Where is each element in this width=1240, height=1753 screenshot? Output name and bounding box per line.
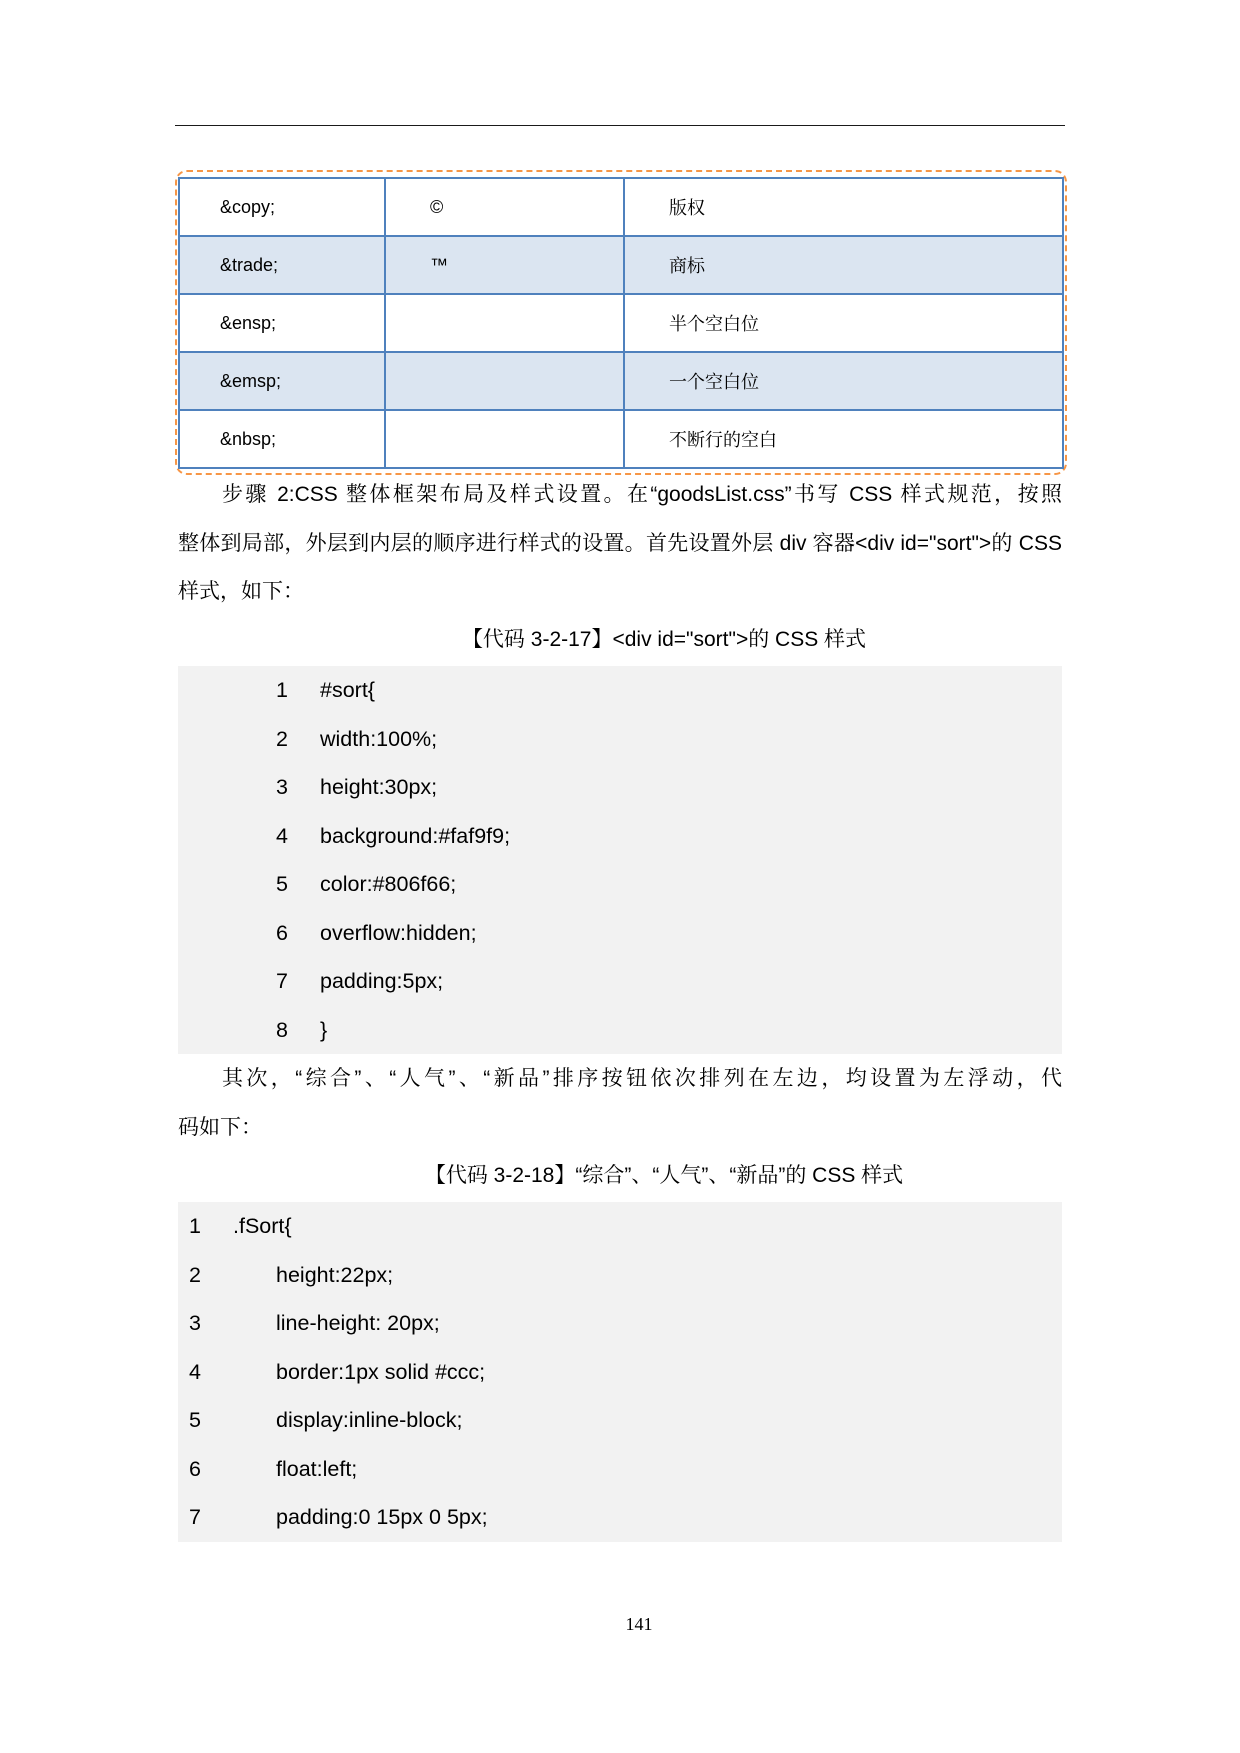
entity-table: [178, 177, 1064, 469]
code-caption: 【代码 3-2-18】“综合”、“人气”、“新品”的 CSS 样式: [424, 1164, 904, 1187]
entity-description-cell: 商标: [624, 236, 1063, 294]
line-number: 5: [189, 1408, 201, 1432]
paragraph-line: 码如下：: [178, 1116, 262, 1139]
code-line: [178, 666, 1062, 715]
paragraph-line: 其次，“综合”、“人气”、“新品”排序按钮依次排列在左边，均设置为左浮动，代: [222, 1067, 1062, 1090]
entity-symbol-cell: [385, 410, 624, 468]
code-line: [178, 1445, 1062, 1494]
code-text: border:1px solid #ccc;: [276, 1359, 486, 1384]
line-number: 4: [276, 823, 288, 848]
code-text: padding:0 15px 0 5px;: [276, 1505, 488, 1529]
line-number: 8: [276, 1017, 288, 1042]
line-number: 7: [189, 1505, 201, 1529]
entity-symbol-cell: [385, 352, 624, 410]
code-text: .fSort{: [233, 1214, 292, 1238]
line-number: 7: [276, 969, 288, 993]
line-number: 4: [189, 1359, 201, 1384]
table-row: [179, 410, 1063, 468]
code-line: [178, 812, 1062, 861]
code-line: [178, 1396, 1062, 1445]
code-line: [178, 1251, 1062, 1300]
code-text: color:#806f66;: [320, 872, 457, 896]
line-number: 3: [189, 1311, 201, 1335]
code-text: line-height: 20px;: [276, 1311, 440, 1335]
code-text: height:30px;: [320, 775, 438, 799]
code-text: background:#faf9f9;: [320, 823, 511, 848]
code-text: height:22px;: [276, 1262, 394, 1287]
line-number: 1: [189, 1214, 201, 1238]
entity-description-cell: 一个空白位: [624, 352, 1063, 410]
code-text: display:inline-block;: [276, 1408, 463, 1432]
table-row: [179, 294, 1063, 352]
paragraph-line: 步骤 2:CSS 整体框架布局及样式设置。在“goodsList.css”书写 CSS 样式规范，按照: [222, 483, 1062, 506]
entity-code-cell: &copy;: [179, 178, 385, 236]
code-line: [178, 957, 1062, 1006]
code-text: width:100%;: [320, 726, 438, 751]
entity-symbol-cell: ™: [385, 236, 624, 294]
line-number: 1: [276, 678, 288, 702]
entity-symbol-cell: [385, 294, 624, 352]
code-text: overflow:hidden;: [320, 920, 477, 945]
code-line: [178, 1006, 1062, 1055]
code-text: float:left;: [276, 1456, 358, 1481]
line-number: 2: [276, 726, 288, 751]
entity-description-cell: 不断行的空白: [624, 410, 1063, 468]
table-row: [179, 178, 1063, 236]
code-line: [178, 860, 1062, 909]
paragraph-line: 整体到局部，外层到内层的顺序进行样式的设置。首先设置外层 div 容器<div id="sort">的 CSS: [178, 532, 1062, 555]
code-line: [178, 1202, 1062, 1251]
header-rule: [175, 125, 1065, 126]
code-text: padding:5px;: [320, 969, 444, 993]
code-line: [178, 1493, 1062, 1542]
code-line: [178, 1348, 1062, 1397]
code-block: [178, 666, 1062, 1054]
entity-code-cell: &nbsp;: [179, 410, 385, 468]
code-line: [178, 909, 1062, 958]
entity-code-cell: &emsp;: [179, 352, 385, 410]
table-row: [179, 236, 1063, 294]
paragraph-line: 样式，如下：: [178, 580, 304, 603]
table-row: [179, 352, 1063, 410]
code-caption: 【代码 3-2-17】<div id="sort">的 CSS 样式: [461, 628, 867, 651]
entity-code-cell: &ensp;: [179, 294, 385, 352]
code-line: [178, 715, 1062, 764]
line-number: 6: [189, 1456, 201, 1481]
page-number: 141: [625, 1614, 653, 1634]
line-number: 3: [276, 775, 288, 799]
code-line: [178, 763, 1062, 812]
code-text: #sort{: [320, 678, 375, 702]
line-number: 6: [276, 920, 288, 945]
line-number: 2: [189, 1262, 201, 1287]
entity-symbol-cell: ©: [385, 178, 624, 236]
code-block: [178, 1202, 1062, 1542]
code-line: [178, 1299, 1062, 1348]
line-number: 5: [276, 872, 288, 896]
entity-code-cell: &trade;: [179, 236, 385, 294]
code-text: }: [320, 1017, 328, 1042]
entity-description-cell: 版权: [624, 178, 1063, 236]
entity-description-cell: 半个空白位: [624, 294, 1063, 352]
